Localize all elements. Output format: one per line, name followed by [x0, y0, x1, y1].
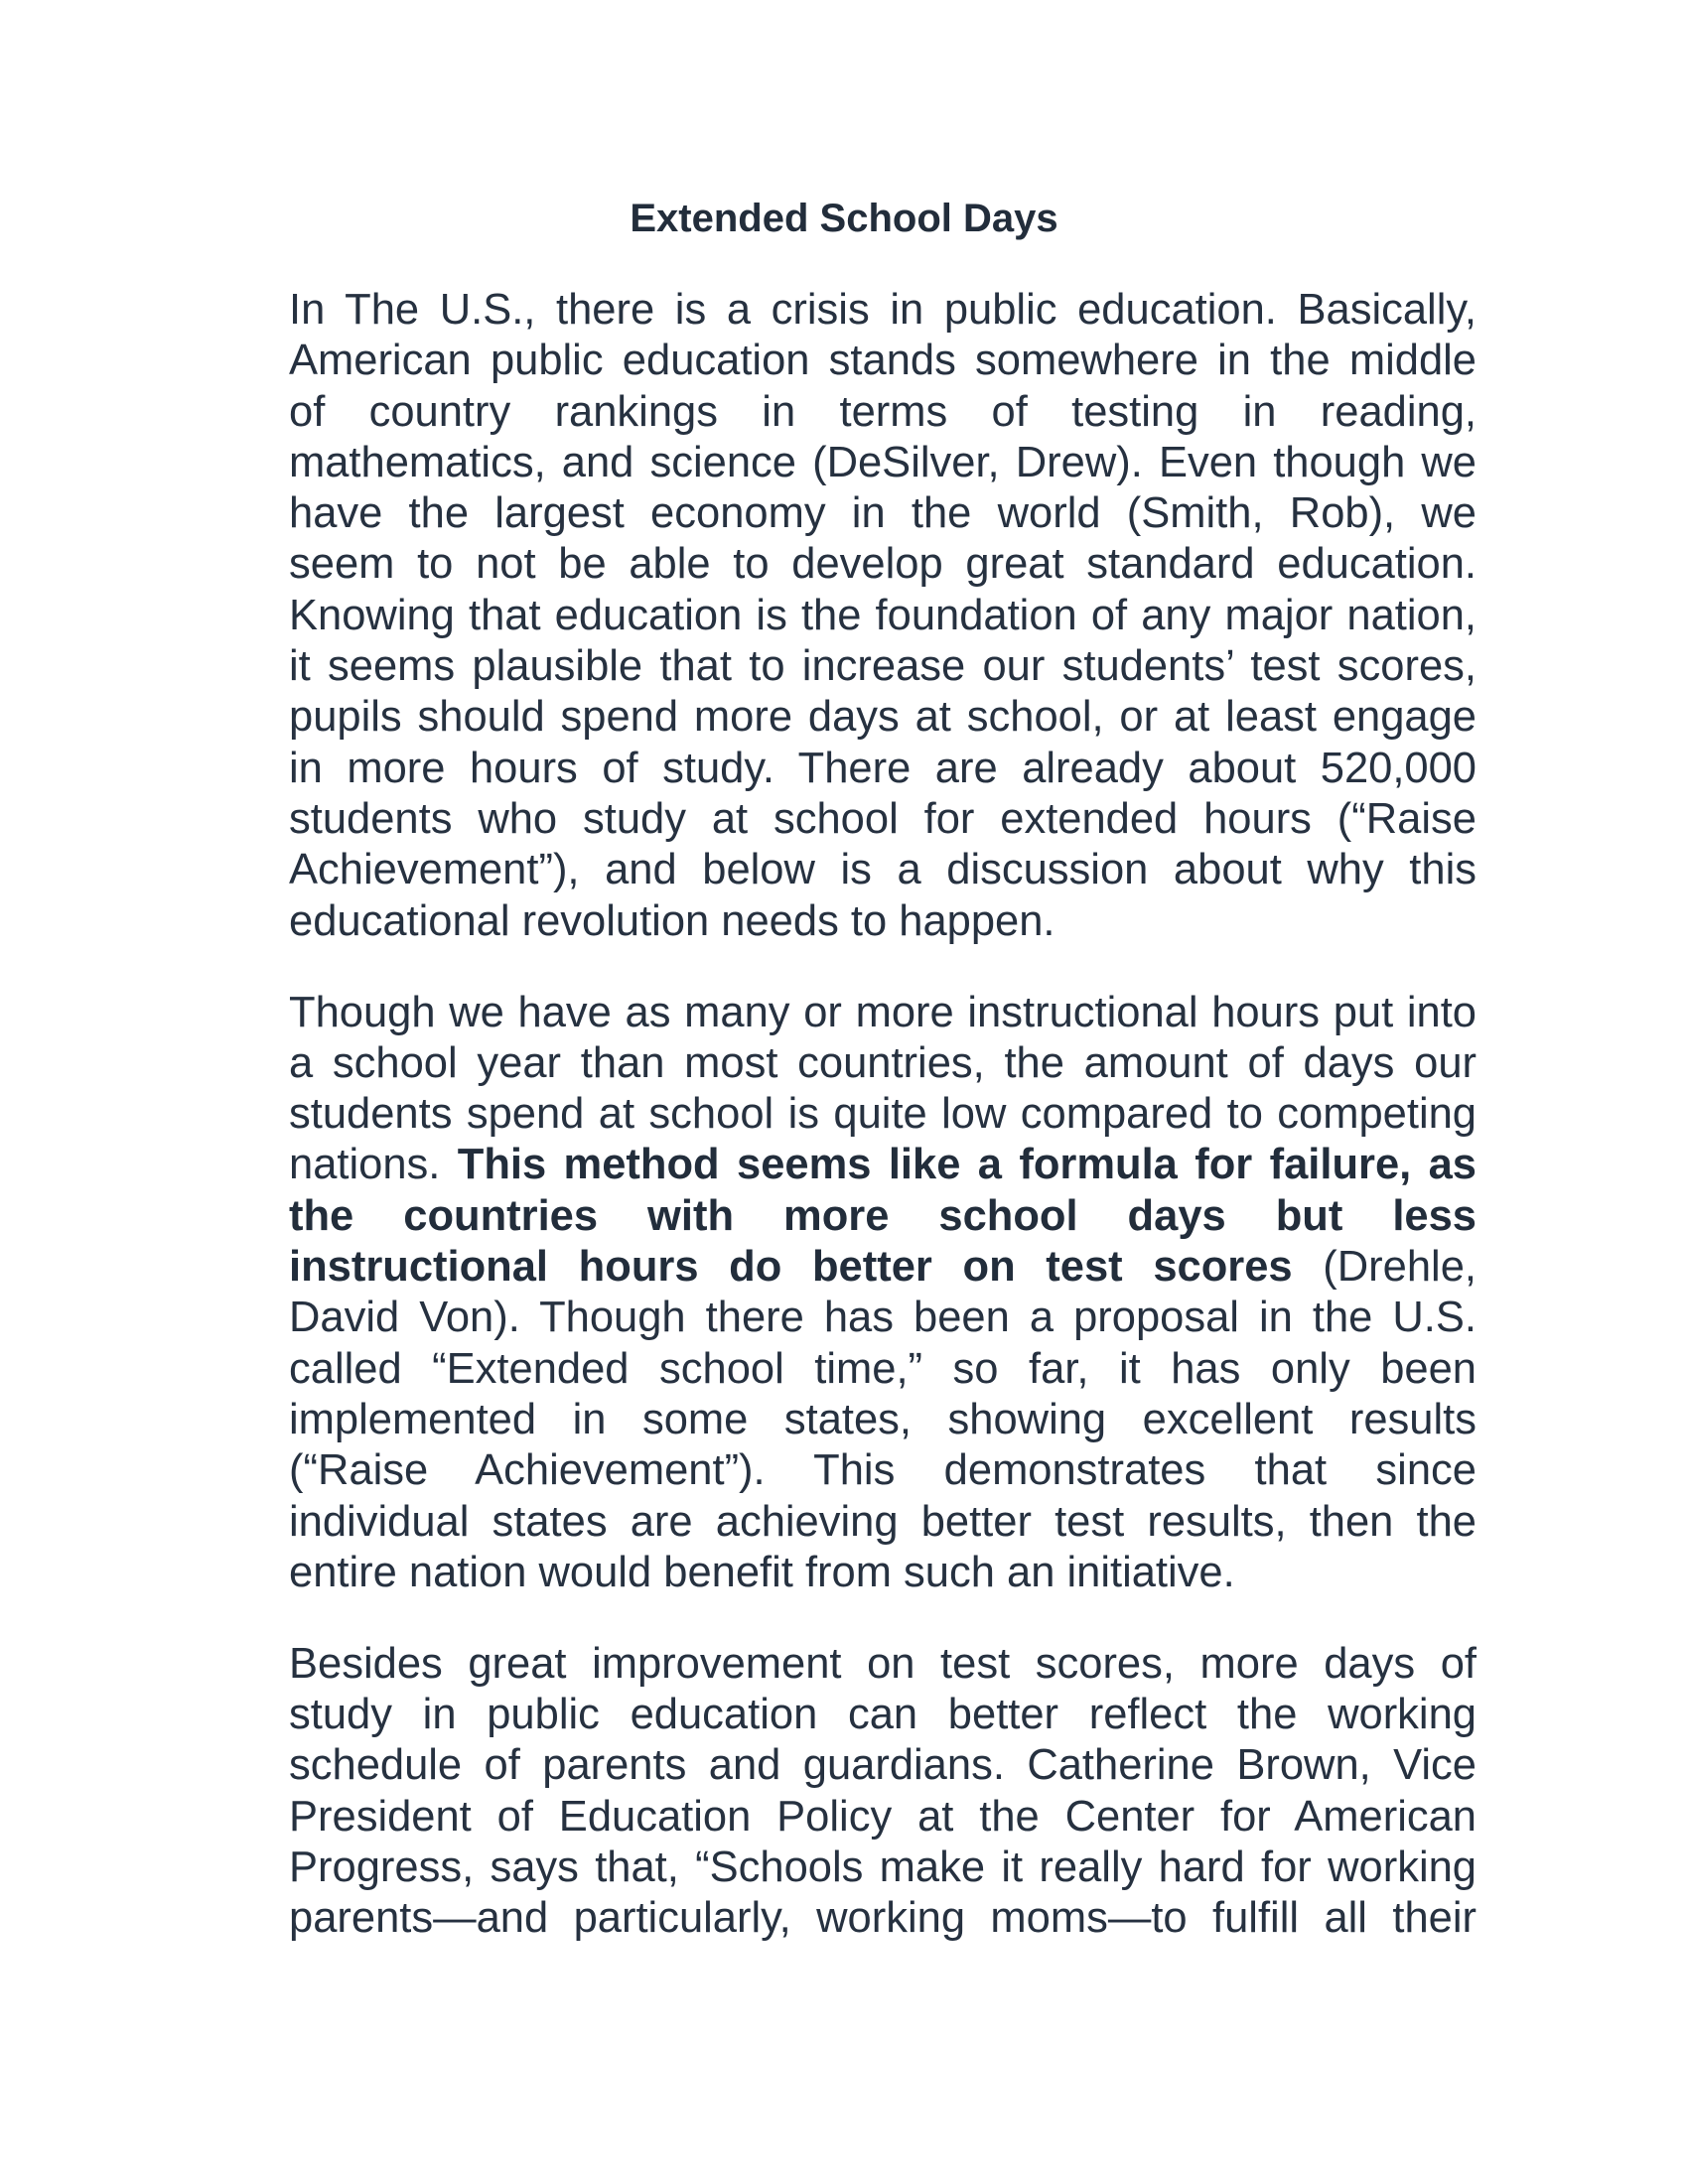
- text-line: [289, 1843, 1477, 1893]
- text-line: [289, 1548, 1477, 1598]
- text-line: [289, 387, 1477, 438]
- text-line: [289, 1242, 1477, 1293]
- text-line: [289, 1293, 1477, 1343]
- text-line: [289, 1038, 1477, 1089]
- text-line: [289, 692, 1477, 743]
- text-line: [289, 1740, 1477, 1791]
- body-text: Though we have as many or more instructional hours put into: [289, 988, 1477, 1036]
- text-line: [289, 1792, 1477, 1843]
- body-text: implemented in some states, showing excellent results: [289, 1395, 1477, 1443]
- body-text: entire nation would benefit from such an initiative.: [289, 1548, 1235, 1596]
- body-text: a school year than most countries, the amount of days our: [289, 1038, 1477, 1087]
- body-text: In The U.S., there is a crisis in public education. Basically,: [289, 286, 1477, 334]
- text-line: [289, 1497, 1477, 1548]
- text-line: [289, 488, 1477, 539]
- body-text: students spend at school is quite low compared to competing: [289, 1090, 1477, 1139]
- text-line: [289, 845, 1477, 895]
- body-text: parents—and particularly, working moms—to fulfill all their: [289, 1894, 1477, 1943]
- body-paragraph: [289, 285, 1477, 947]
- body-paragraph: [289, 1639, 1477, 1945]
- document-title: Extended School Days: [630, 197, 1058, 240]
- text-line: [289, 1690, 1477, 1740]
- text-line: [289, 1089, 1477, 1140]
- text-line: [289, 336, 1477, 386]
- body-text: (“Raise Achievement”). This demonstrates that since: [289, 1446, 1477, 1495]
- body-text: students who study at school for extended hours (“Raise: [289, 794, 1477, 843]
- document-body: [289, 285, 1477, 1984]
- bold-emphasis-text: the countries with more school days but less: [289, 1191, 1477, 1240]
- text-line: [289, 1395, 1477, 1445]
- body-text: in more hours of study. There are already about 520,000: [289, 744, 1477, 792]
- body-text: Achievement”), and below is a discussion about why this: [289, 846, 1477, 894]
- text-line: [289, 988, 1477, 1038]
- body-text: Knowing that education is the foundation of any major nation,: [289, 591, 1477, 639]
- body-text: mathematics, and science (DeSilver, Drew). Even though we: [289, 438, 1477, 486]
- body-text: American public education stands somewhere in the middle: [289, 337, 1477, 385]
- body-text: David Von). Though there has been a proposal in the U.S.: [289, 1294, 1477, 1342]
- body-text: seem to not be able to develop great standard education.: [289, 540, 1477, 589]
- body-text: study in public education can better reflect the working: [289, 1691, 1477, 1739]
- body-text: Besides great improvement on test scores, more days of: [289, 1639, 1477, 1688]
- text-line: [289, 591, 1477, 641]
- text-line: [289, 1191, 1477, 1242]
- text-line: [289, 438, 1477, 488]
- text-line: [289, 1445, 1477, 1496]
- body-text: (Drehle,: [1292, 1243, 1477, 1292]
- body-text: it seems plausible that to increase our students’ test scores,: [289, 642, 1477, 691]
- body-text: individual states are achieving better test results, then the: [289, 1497, 1477, 1546]
- text-line: [289, 539, 1477, 590]
- body-text: pupils should spend more days at school, or at least engage: [289, 693, 1477, 742]
- body-text: Progress, says that, “Schools make it really hard for working: [289, 1843, 1477, 1891]
- bold-emphasis-text: This method seems like a formula for failure, as: [457, 1141, 1477, 1189]
- text-line: [289, 1893, 1477, 1944]
- text-line: [289, 1140, 1477, 1190]
- body-text: President of Education Policy at the Center for American: [289, 1792, 1477, 1841]
- text-line: [289, 744, 1477, 794]
- text-line: [289, 285, 1477, 336]
- body-paragraph: [289, 988, 1477, 1599]
- text-line: [289, 896, 1477, 947]
- text-line: [289, 1344, 1477, 1395]
- text-line: [289, 1639, 1477, 1690]
- body-text: schedule of parents and guardians. Catherine Brown, Vice: [289, 1741, 1477, 1790]
- body-text: have the largest economy in the world (Smith, Rob), we: [289, 489, 1477, 538]
- body-text: nations.: [289, 1141, 458, 1189]
- bold-emphasis-text: instructional hours do better on test scores: [289, 1243, 1293, 1292]
- body-text: of country rankings in terms of testing in reading,: [289, 387, 1477, 436]
- body-text: educational revolution needs to happen.: [289, 896, 1055, 945]
- body-text: called “Extended school time,” so far, it has only been: [289, 1344, 1477, 1393]
- text-line: [289, 641, 1477, 692]
- text-line: [289, 794, 1477, 845]
